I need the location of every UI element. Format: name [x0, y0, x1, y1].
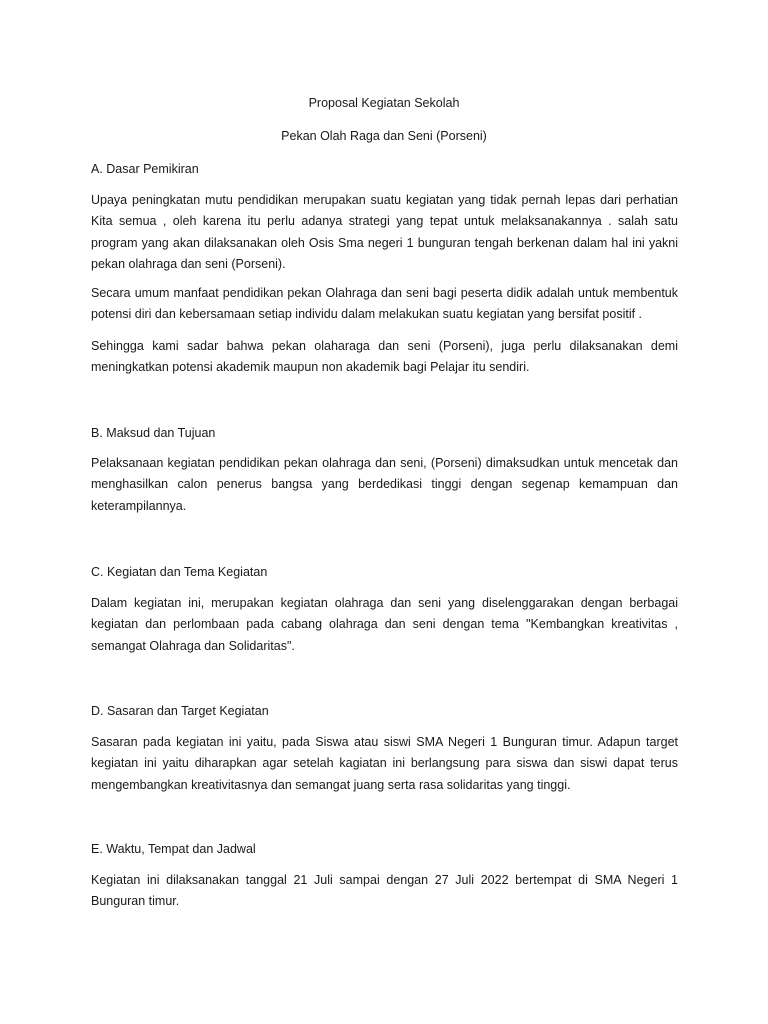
paragraph-d-1: Sasaran pada kegiatan ini yaitu, pada Siswa atau siswi SMA Negeri 1 Bunguran timur. Adapun target kegiatan ini yaitu diharapkan agar setelah kagiatan ini berlangsung para siswa dan siswi dapat terus mengembangkan kreativitasnya dan semangat juang serta rasa solidaritas yang tinggi.	[91, 735, 678, 792]
document-title: Proposal Kegiatan Sekolah	[308, 96, 460, 110]
paragraph-a-3: Sehingga kami sadar bahwa pekan olaharaga dan seni (Porseni), juga perlu dilaksanakan demi meningkatkan potensi akademik maupun non akademik bagi Pelajar itu sendiri.	[91, 339, 678, 375]
section-heading-b: B. Maksud dan Tujuan	[91, 426, 216, 440]
paragraph-a-2: Secara umum manfaat pendidikan pekan Olahraga dan seni bagi peserta didik adalah untuk membentuk potensi diri dan kebersamaan setiap individu dalam melakukan suatu kegiatan yang bersifat positif .	[91, 286, 678, 322]
section-heading-e: E. Waktu, Tempat dan Jadwal	[91, 842, 256, 856]
paragraph-b-1: Pelaksanaan kegiatan pendidikan pekan olahraga dan seni, (Porseni) dimaksudkan untuk mencetak dan menghasilkan calon penerus bangsa yang berdedikasi tinggi dengan segenap kemampuan dan keterampilannya.	[91, 456, 678, 513]
section-heading-c: C. Kegiatan dan Tema Kegiatan	[91, 565, 268, 579]
paragraph-e-1: Kegiatan ini dilaksanakan tanggal 21 Juli sampai dengan 27 Juli 2022 bertempat di SMA Negeri 1 Bunguran timur.	[91, 873, 678, 909]
section-heading-d: D. Sasaran dan Target Kegiatan	[91, 704, 269, 718]
paragraph-c-1: Dalam kegiatan ini, merupakan kegiatan olahraga dan seni yang diselenggarakan dengan berbagai kegiatan dan perlombaan pada cabang olahraga dan seni dengan tema "Kembangkan kreativitas , semangat Olahraga dan Solidaritas".	[91, 596, 678, 653]
paragraph-a-1: Upaya peningkatan mutu pendidikan merupakan suatu kegiatan yang tidak pernah lepas dari perhatian Kita semua , oleh karena itu perlu adanya strategi yang tepat untuk melaksanakannya . salah satu program yang akan dilaksanakan oleh Osis Sma negeri 1 bunguran tengah berkenan dalam hal ini yakni pekan olahraga dan seni (Porseni).	[91, 193, 678, 271]
section-heading-a: A. Dasar Pemikiran	[91, 162, 199, 176]
document-subtitle: Pekan Olah Raga dan Seni (Porseni)	[281, 129, 487, 143]
